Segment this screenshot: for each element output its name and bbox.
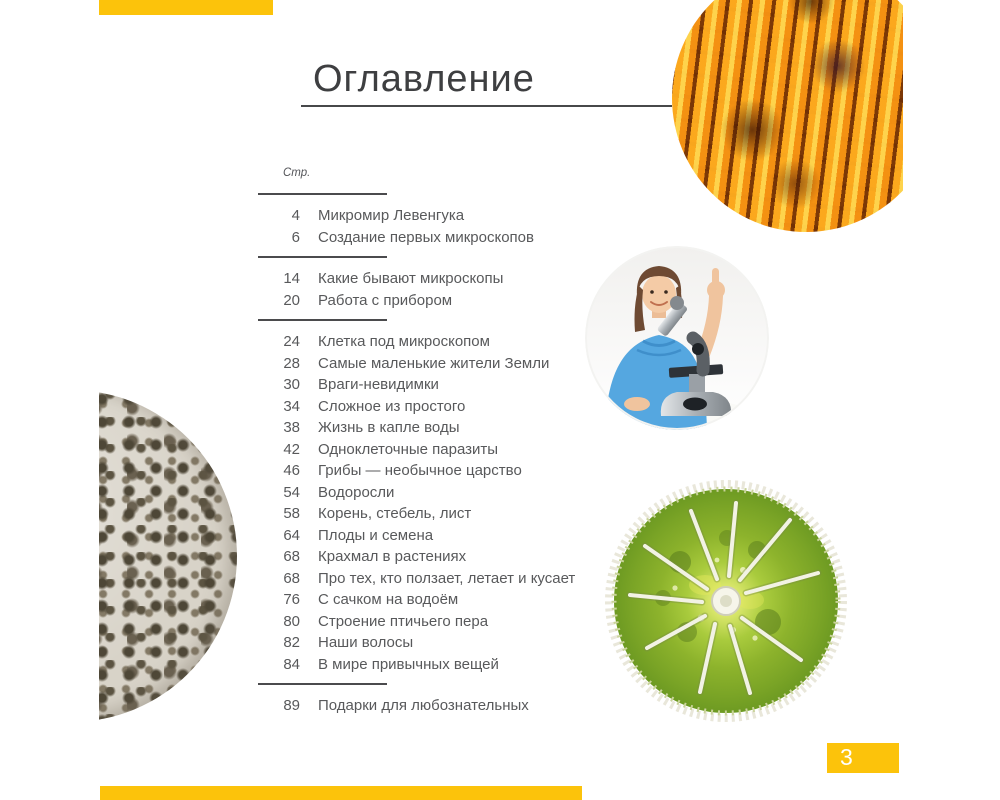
toc-group [258,256,588,311]
toc-row [258,503,588,525]
title-underline [301,105,672,107]
sponge-photo [99,390,237,722]
toc-entry-label: Плоды и семена [318,526,434,544]
toc-page-number: 28 [283,354,300,372]
page-number: 3 [840,744,853,770]
toc-entry-label: Строение птичьего пера [318,612,489,630]
girl-with-microscope-photo [585,246,769,430]
toc-entry-label: Водоросли [318,483,395,501]
toc-row [258,611,588,633]
toc-list [258,193,588,725]
section-divider [258,319,387,321]
butterfly-wing-photo [672,0,903,232]
toc-page-number: 80 [283,612,300,630]
algae-photo-drawing [605,480,847,722]
toc-row [258,374,588,396]
algae-photo [605,480,847,722]
toc-entry-label: Одноклеточные паразиты [318,440,499,458]
toc-page-number: 30 [283,376,300,394]
toc-page-number: 89 [283,697,300,715]
toc-page-number: 6 [291,228,300,246]
toc-row [258,417,588,439]
section-divider [258,683,387,685]
toc-row [258,227,588,249]
toc-entry-label: Сложное из простого [318,397,466,415]
toc-row [258,482,588,504]
toc-row [258,353,588,375]
toc-page-number: 68 [283,569,300,587]
toc-page-number: 82 [283,634,300,652]
toc-entry-label: Клетка под микроскопом [318,333,490,351]
toc-row [258,439,588,461]
toc-entry-label: Про тех, кто ползает, летает и кусает [318,569,576,587]
toc-row [258,525,588,547]
toc-row [258,589,588,611]
toc-row [258,654,588,676]
toc-entry-label: Крахмал в растениях [318,548,467,566]
toc-row [258,290,588,312]
bottom-accent-bar [100,786,582,800]
toc-row [258,632,588,654]
toc-entry-label: С сачком на водоём [318,591,459,609]
toc-row [258,396,588,418]
toc-entry-label: Работа с прибором [318,291,453,309]
toc-row [258,205,588,227]
toc-entry-label: Микромир Левенгука [318,207,465,225]
girl-photo-drawing [585,246,769,430]
section-divider [258,256,387,258]
toc-page-number: 64 [283,526,300,544]
toc-entry-label: Подарки для любознательных [318,697,529,715]
toc-row [258,695,588,717]
toc-entry-label: Враги-невидимки [318,376,439,394]
toc-page-number: 84 [283,655,300,673]
toc-group [258,683,588,717]
toc-entry-label: Создание первых микроскопов [318,228,534,246]
toc-group [258,319,588,675]
section-divider [258,193,387,195]
toc-page-number: 34 [283,397,300,415]
toc-group [258,193,588,248]
toc-entry-label: Какие бывают микроскопы [318,270,504,288]
toc-entry-label: Жизнь в капле воды [318,419,460,437]
toc-entry-label: В мире привычных вещей [318,655,499,673]
toc-page-number: 58 [283,505,300,523]
toc-page-number: 42 [283,440,300,458]
toc-entry-label: Корень, стебель, лист [318,505,472,523]
toc-row [258,331,588,353]
toc-entry-label: Самые маленькие жители Земли [318,354,550,372]
toc-page-number: 46 [283,462,300,480]
toc-row [258,568,588,590]
toc-page-number: 54 [283,483,300,501]
toc-page-number: 76 [283,591,300,609]
page-title: Оглавление [313,58,535,100]
page-column-header: Стр. [283,167,311,179]
page-number-box [827,743,899,773]
toc-entry-label: Наши волосы [318,634,414,652]
toc-page-number: 20 [283,291,300,309]
toc-page-number: 4 [291,207,300,225]
toc-page-number: 24 [283,333,300,351]
toc-page-number: 14 [283,270,300,288]
toc-row [258,460,588,482]
toc-page-number: 68 [283,548,300,566]
toc-row [258,546,588,568]
toc-page-number: 38 [283,419,300,437]
toc-row [258,268,588,290]
toc-entry-label: Грибы — необычное царство [318,462,522,480]
